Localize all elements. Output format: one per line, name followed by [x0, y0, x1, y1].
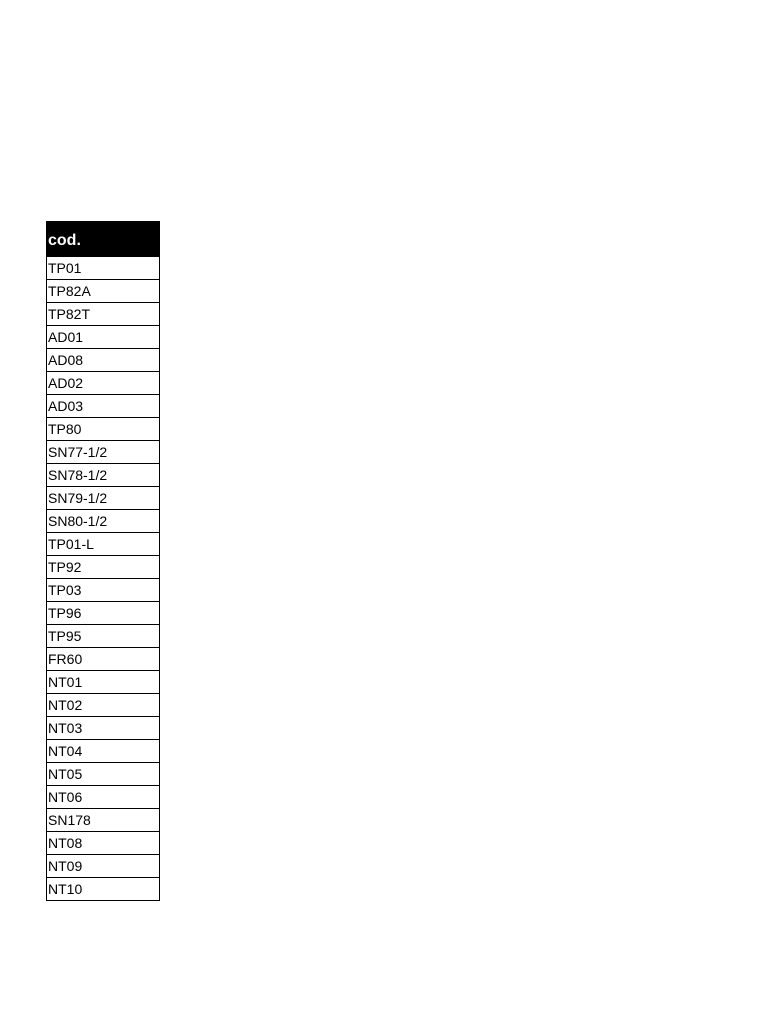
table-row: [47, 579, 160, 602]
table-row: [47, 809, 160, 832]
table-row: [47, 556, 160, 579]
table-row: [47, 533, 160, 556]
table-row: [47, 694, 160, 717]
table-body: [47, 257, 160, 901]
table-cell-code: AD08: [47, 349, 160, 372]
table-row: [47, 395, 160, 418]
table-row: [47, 280, 160, 303]
table-cell-code: NT06: [47, 786, 160, 809]
code-table: [46, 221, 160, 901]
table-row: [47, 786, 160, 809]
table-cell-code: TP01-L: [47, 533, 160, 556]
table-cell-code: NT02: [47, 694, 160, 717]
table-cell-code: FR60: [47, 648, 160, 671]
table-cell-code: TP82T: [47, 303, 160, 326]
table-row: [47, 717, 160, 740]
table-row: [47, 648, 160, 671]
column-header-cod: cod.: [47, 222, 160, 257]
table-row: [47, 625, 160, 648]
table-cell-code: SN78-1/2: [47, 464, 160, 487]
table-cell-code: NT08: [47, 832, 160, 855]
table-cell-code: AD03: [47, 395, 160, 418]
table-cell-code: NT05: [47, 763, 160, 786]
table-cell-code: TP82A: [47, 280, 160, 303]
table-row: [47, 487, 160, 510]
table-row: [47, 349, 160, 372]
table-row: [47, 257, 160, 280]
table-row: [47, 464, 160, 487]
table-cell-code: SN79-1/2: [47, 487, 160, 510]
table-cell-code: TP80: [47, 418, 160, 441]
table-cell-code: AD02: [47, 372, 160, 395]
table-row: [47, 418, 160, 441]
table-cell-code: SN80-1/2: [47, 510, 160, 533]
table-row: [47, 510, 160, 533]
table-cell-code: TP03: [47, 579, 160, 602]
table-cell-code: TP96: [47, 602, 160, 625]
table-cell-code: NT10: [47, 878, 160, 901]
table-row: [47, 763, 160, 786]
table-row: [47, 602, 160, 625]
table-row: [47, 878, 160, 901]
table-cell-code: TP92: [47, 556, 160, 579]
table-cell-code: NT09: [47, 855, 160, 878]
table-cell-code: SN178: [47, 809, 160, 832]
table-cell-code: NT01: [47, 671, 160, 694]
table-row: [47, 832, 160, 855]
table-cell-code: NT03: [47, 717, 160, 740]
table-row: [47, 303, 160, 326]
table-cell-code: NT04: [47, 740, 160, 763]
table-row: [47, 326, 160, 349]
table-row: [47, 855, 160, 878]
table-row: [47, 372, 160, 395]
table-row: [47, 740, 160, 763]
table-cell-code: TP95: [47, 625, 160, 648]
table-row: [47, 671, 160, 694]
table-cell-code: AD01: [47, 326, 160, 349]
table-cell-code: TP01: [47, 257, 160, 280]
table-row: [47, 441, 160, 464]
table-cell-code: SN77-1/2: [47, 441, 160, 464]
table-header-row: [47, 222, 160, 257]
